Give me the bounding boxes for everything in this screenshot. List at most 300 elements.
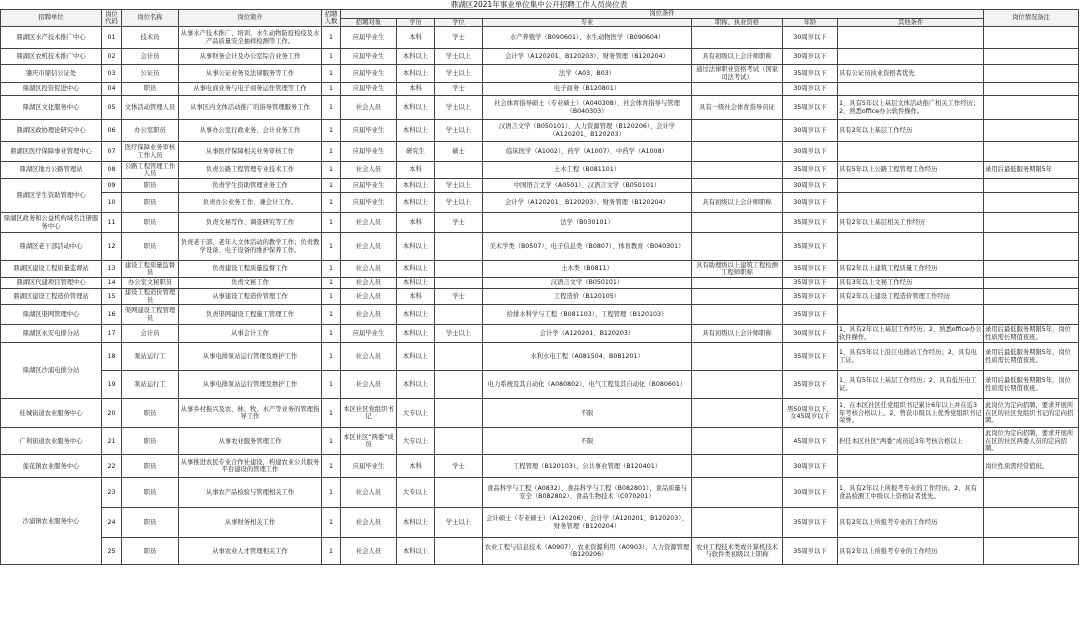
cell-note (984, 478, 1079, 508)
header-intro: 岗位简介 (179, 10, 322, 27)
cell-age: 35周岁以下 (783, 65, 838, 83)
cell-intro: 从事农产品检验与管理相关工作 (179, 478, 322, 508)
table-row (1, 289, 1079, 305)
cell-edu: 本科以上 (397, 49, 435, 65)
cell-post: 职员 (122, 538, 179, 565)
cell-age: 35周岁以下 (783, 261, 838, 278)
cell-age: 30周岁以下 (783, 179, 838, 193)
cell-degree (435, 162, 483, 179)
header-row-1 (1, 10, 1079, 19)
cell-cert (692, 142, 783, 162)
cell-edu: 大专以上 (397, 399, 435, 428)
cell-intro: 负责学生资助管理业务工作 (179, 179, 322, 193)
cell-unit: 沙浦镇农业服务中心 (1, 478, 102, 565)
cell-target: 应届毕业生 (341, 179, 397, 193)
cell-age: 35周岁以下 (783, 96, 838, 120)
cell-unit: 鼎湖区政务和公益机构域名注册服务中心 (1, 213, 102, 233)
cell-edu: 本科以上 (397, 305, 435, 325)
cell-cert: 具有初级以上会计师职称 (692, 325, 783, 343)
cell-post: 技术员 (122, 27, 179, 49)
cell-code: 14 (102, 278, 122, 289)
cell-major: 不限 (483, 428, 692, 455)
table-row (1, 193, 1079, 213)
cell-edu: 大专以上 (397, 478, 435, 508)
header-post: 岗位名称 (122, 10, 179, 27)
cell-post: 职员 (122, 455, 179, 478)
cell-note (984, 278, 1079, 289)
cell-count: 1 (322, 162, 341, 179)
cell-target: 社会人员 (341, 233, 397, 261)
cell-age: 30周岁以下 (783, 193, 838, 213)
cell-cert (692, 343, 783, 371)
cell-degree (435, 399, 483, 428)
cell-degree: 学士 (435, 289, 483, 305)
cell-target: 应届毕业生 (341, 325, 397, 343)
cell-intro: 从事推进农民专业合作社建设，构建农业公共服务平台建设的管理工作 (179, 455, 322, 478)
cell-edu: 本科 (397, 289, 435, 305)
cell-degree: 学士 (435, 455, 483, 478)
recruitment-table (0, 9, 1079, 565)
cell-count: 1 (322, 213, 341, 233)
cell-degree: 学士以上 (435, 193, 483, 213)
cell-edu: 本科 (397, 83, 435, 96)
cell-major: 土木工程（B081101） (483, 162, 692, 179)
cell-code: 25 (102, 538, 122, 565)
cell-intro: 从事财务会计及办公室综合业务工作 (179, 49, 322, 65)
cell-unit: 鼎湖区永安电排分站 (1, 325, 102, 343)
cell-post: 职员 (122, 428, 179, 455)
cell-degree: 学士以上 (435, 96, 483, 120)
table-row (1, 233, 1079, 261)
cell-note (984, 233, 1079, 261)
cell-code: 03 (102, 65, 122, 83)
cell-major: 给排水科学与工程（B081103）、工程管理（B120103） (483, 305, 692, 325)
cell-target: 社会人员 (341, 305, 397, 325)
cell-unit: 肇庆市鼎信公证处 (1, 65, 102, 83)
cell-post: 医疗保障业务审核工作人员 (122, 142, 179, 162)
cell-cert (692, 120, 783, 142)
header-age: 年龄 (783, 18, 838, 27)
cell-degree (435, 233, 483, 261)
cell-other: 具有公证员执业资格者优先 (838, 65, 984, 83)
cell-cert: 具有一级社会体育指导员证 (692, 96, 783, 120)
cell-intro: 负责文秘写作、调查研究等工作 (179, 213, 322, 233)
cell-edu: 本科 (397, 455, 435, 478)
cell-code: 18 (102, 343, 122, 371)
cell-note (984, 538, 1079, 565)
cell-code: 16 (102, 305, 122, 325)
cell-intro: 从事区内文体活动推广的指导管理服务工作 (179, 96, 322, 120)
cell-post: 公证员 (122, 65, 179, 83)
cell-age: 35周岁以下 (783, 162, 838, 179)
cell-unit: 广利街道农业服务中心 (1, 428, 102, 455)
cell-count: 1 (322, 478, 341, 508)
cell-count: 1 (322, 508, 341, 538)
cell-target: 社会人员 (341, 213, 397, 233)
cell-count: 1 (322, 27, 341, 49)
cell-major: 电力系统及其自动化（A080802）、电气工程及其自动化（B080601） (483, 371, 692, 399)
cell-edu: 本科以上 (397, 371, 435, 399)
cell-edu: 本科 (397, 27, 435, 49)
cell-major: 美术学类（B0507）、电子信息类（B0807）、体育教育（B040301） (483, 233, 692, 261)
cell-edu: 本科以上 (397, 325, 435, 343)
cell-post: 职员 (122, 179, 179, 193)
cell-major: 工程管理（B120103）、公共事业管理（B120401） (483, 455, 692, 478)
cell-major: 社会体育指导硕士（专业硕士）（A040308）、社会体育指导与管理（B040303） (483, 96, 692, 120)
cell-unit: 鼎湖区老干部活动中心 (1, 233, 102, 261)
header-target: 招聘对象 (341, 18, 397, 27)
cell-major: 水产养殖学（B090601）、水生动物医学（B090604） (483, 27, 692, 49)
cell-note: 录用后最低服务期限5年，岗位性质需长期值夜班。 (984, 325, 1079, 343)
cell-code: 07 (102, 142, 122, 162)
cell-degree: 学士 (435, 83, 483, 96)
cell-major: 中国语言文学（A0501）、汉语言文学（B050101） (483, 179, 692, 193)
cell-cert (692, 278, 783, 289)
cell-other: 1、在本区社区任党组织书记累计6年以上并在近3年考核合格以上。2、曾获市级以上优秀党组织书记荣誉。 (838, 399, 984, 428)
cell-unit: 鼎湖区农机技术推广中心 (1, 49, 102, 65)
table-body (1, 27, 1079, 565)
cell-count: 1 (322, 428, 341, 455)
cell-edu: 本科 (397, 162, 435, 179)
cell-degree: 硕士 (435, 142, 483, 162)
cell-degree: 学士 (435, 27, 483, 49)
cell-other (838, 179, 984, 193)
table-row (1, 179, 1079, 193)
cell-code: 20 (102, 399, 122, 428)
cell-post: 会计员 (122, 49, 179, 65)
cell-target: 社会人员 (341, 478, 397, 508)
cell-code: 21 (102, 428, 122, 455)
cell-age: 35周岁以下 (783, 233, 838, 261)
cell-code: 02 (102, 49, 122, 65)
cell-major: 食品科学与工程（A0832）、食品科学与工程（B082801）、食品质量与安全（B082802）、食品生物技术（C070201） (483, 478, 692, 508)
cell-major: 不限 (483, 399, 692, 428)
cell-note (984, 27, 1079, 49)
cell-code: 05 (102, 96, 122, 120)
cell-edu: 本科以上 (397, 233, 435, 261)
cell-unit: 鼎湖区建设工程造价管理站 (1, 289, 102, 305)
cell-count: 1 (322, 538, 341, 565)
cell-target: 社会人员 (341, 162, 397, 179)
table-row (1, 27, 1079, 49)
cell-major: 法学（A03、B03） (483, 65, 692, 83)
cell-count: 1 (322, 193, 341, 213)
cell-major: 水利水电工程（A081504、B081201） (483, 343, 692, 371)
cell-other: 具有2年以上所报考专业的工作经历 (838, 508, 984, 538)
cell-major: 法学（B030101） (483, 213, 692, 233)
cell-unit: 鼎湖区水产技术推广中心 (1, 27, 102, 49)
cell-age: 35周岁以下 (783, 289, 838, 305)
cell-count: 1 (322, 343, 341, 371)
cell-count: 1 (322, 179, 341, 193)
cell-major: 会计学（A120201、B120203）、财务管理（B120204） (483, 49, 692, 65)
cell-note (984, 261, 1079, 278)
cell-cert: 农业工程技术类或计算机技术与软件类初级以上职称 (692, 538, 783, 565)
cell-target: 应届毕业生 (341, 49, 397, 65)
cell-post: 会计员 (122, 325, 179, 343)
table-row (1, 343, 1079, 371)
cell-post: 职员 (122, 399, 179, 428)
cell-code: 04 (102, 83, 122, 96)
table-row (1, 455, 1079, 478)
cell-cert: 通过法律职业资格考试（国家司法考试） (692, 65, 783, 83)
cell-intro: 从事农业服务管理工作 (179, 428, 322, 455)
cell-age: 30周岁以下 (783, 49, 838, 65)
cell-edu: 本科以上 (397, 508, 435, 538)
cell-degree (435, 278, 483, 289)
header-major: 专业 (483, 18, 692, 27)
cell-target: 社会人员 (341, 96, 397, 120)
cell-note: 录用后最低服务期限5年，岗位性质需长期值夜班。 (984, 343, 1079, 371)
header-other: 其他条件 (838, 18, 984, 27)
cell-code: 12 (102, 233, 122, 261)
table-row (1, 305, 1079, 325)
header-unit: 招聘单位 (1, 10, 102, 27)
cell-note: 此岗位为定向招聘，要求开展所在区的社区两委人员的定向招聘。 (984, 428, 1079, 455)
cell-intro: 负责办公业务工作、兼会计工作。 (179, 193, 322, 213)
cell-note (984, 142, 1079, 162)
header-edu: 学历 (397, 18, 435, 27)
cell-post: 办公室文秘职员 (122, 278, 179, 289)
table-row (1, 49, 1079, 65)
header-cert: 职称、执业资格 (692, 18, 783, 27)
cell-cert (692, 508, 783, 538)
cell-age: 30周岁以下 (783, 478, 838, 508)
cell-unit: 桂城街道农业服务中心 (1, 399, 102, 428)
cell-count: 1 (322, 83, 341, 96)
cell-age: 35周岁以下 (783, 343, 838, 371)
cell-target: 本区社区“两委”成员 (341, 428, 397, 455)
cell-edu: 本科以上 (397, 343, 435, 371)
cell-post: 办公室职员 (122, 120, 179, 142)
cell-code: 09 (102, 179, 122, 193)
cell-degree: 学士以上 (435, 120, 483, 142)
cell-target: 应届毕业生 (341, 27, 397, 49)
cell-post: 职员 (122, 193, 179, 213)
cell-note (984, 179, 1079, 193)
table-row (1, 371, 1079, 399)
cell-intro: 负责文秘工作 (179, 278, 322, 289)
cell-target: 应届毕业生 (341, 142, 397, 162)
cell-target: 应届毕业生 (341, 455, 397, 478)
cell-code: 13 (102, 261, 122, 278)
cell-note (984, 213, 1079, 233)
cell-note (984, 305, 1079, 325)
header-count: 招聘人数 (322, 10, 341, 27)
cell-unit: 鼎湖区学生资助管理中心 (1, 179, 102, 213)
cell-cert: 具有初级以上会计师职称 (692, 193, 783, 213)
cell-code: 11 (102, 213, 122, 233)
cell-unit: 鼎湖区渠网管理中心 (1, 305, 102, 325)
cell-count: 1 (322, 289, 341, 305)
cell-age: 30周岁以下 (783, 325, 838, 343)
cell-code: 22 (102, 455, 122, 478)
cell-count: 1 (322, 305, 341, 325)
cell-post: 建设工程质量监督员 (122, 261, 179, 278)
cell-other: 具有2年以上建设工程造价管理工作经历 (838, 289, 984, 305)
header-note: 岗位情况备注 (984, 10, 1079, 27)
cell-cert (692, 289, 783, 305)
table-row (1, 65, 1079, 83)
cell-edu: 本科以上 (397, 96, 435, 120)
cell-intro: 从事会计工作 (179, 325, 322, 343)
cell-post: 职员 (122, 508, 179, 538)
table-row (1, 399, 1079, 428)
cell-age: 男50周岁以下，女45周岁以下 (783, 399, 838, 428)
cell-edu: 本科以上 (397, 538, 435, 565)
cell-degree: 学士以上 (435, 65, 483, 83)
cell-count: 1 (322, 399, 341, 428)
cell-target: 社会人员 (341, 289, 397, 305)
cell-code: 08 (102, 162, 122, 179)
cell-note (984, 120, 1079, 142)
cell-edu: 大专以上 (397, 428, 435, 455)
cell-count: 1 (322, 455, 341, 478)
cell-code: 06 (102, 120, 122, 142)
table-row (1, 478, 1079, 508)
cell-intro: 从事财务相关工作 (179, 508, 322, 538)
cell-target: 本区社区党组织书记 (341, 399, 397, 428)
cell-intro: 从事农业人才管理相关工作 (179, 538, 322, 565)
cell-degree: 学士以上 (435, 508, 483, 538)
cell-count: 1 (322, 120, 341, 142)
table-row (1, 162, 1079, 179)
cell-edu: 本科以上 (397, 65, 435, 83)
cell-age: 35周岁以下 (783, 508, 838, 538)
cell-unit: 莲花镇农业服务中心 (1, 455, 102, 478)
cell-degree (435, 478, 483, 508)
cell-intro: 从事电排泵站运行管理及维护工作 (179, 371, 322, 399)
cell-target: 社会人员 (341, 261, 397, 278)
cell-other: 具有2年以上基层相关工作经历 (838, 213, 984, 233)
cell-other: 1、具有2年以上基层工作经历；2、熟悉office办公软件操作。 (839, 326, 982, 341)
header-conditions: 岗位条件 (341, 10, 984, 19)
cell-cert (692, 305, 783, 325)
cell-age: 45周岁以下 (783, 428, 838, 455)
cell-count: 1 (322, 49, 341, 65)
cell-intro: 负责公路工程管理专业技术工作 (179, 162, 322, 179)
cell-degree: 学士 (435, 213, 483, 233)
cell-degree (435, 371, 483, 399)
cell-unit: 鼎湖区建设工程质量监督站 (1, 261, 102, 278)
cell-post: 公路工程管理工作人员 (122, 162, 179, 179)
cell-other (838, 142, 984, 162)
cell-degree: 学士以上 (435, 325, 483, 343)
cell-other (838, 27, 984, 49)
table-row (1, 83, 1079, 96)
cell-count: 1 (322, 261, 341, 278)
cell-count: 1 (322, 142, 341, 162)
cell-edu: 本科以上 (397, 193, 435, 213)
cell-major: 会计学（A120201、B120203） (483, 325, 692, 343)
cell-code: 24 (102, 508, 122, 538)
table-row (1, 120, 1079, 142)
cell-major: 电子商务（B120801） (483, 83, 692, 96)
cell-age: 35周岁以下 (783, 371, 838, 399)
cell-note: 此岗位为定向招聘，要求开展所在区的社区党组织书记的定向招聘。 (984, 399, 1079, 428)
cell-cert (692, 213, 783, 233)
cell-edu: 本科以上 (397, 261, 435, 278)
cell-note (984, 49, 1079, 65)
cell-intro: 从事办公室行政业务、会计业务工作 (179, 120, 322, 142)
cell-code: 01 (102, 27, 122, 49)
cell-cert (692, 399, 783, 428)
cell-major: 工程造价（B120105） (483, 289, 692, 305)
cell-other: 担任本区社区“两委”成员近3年考核合格以上 (838, 428, 984, 455)
cell-other: 具有3年以上文秘工作经历 (838, 278, 984, 289)
cell-other (838, 233, 984, 261)
cell-intro: 从事水产技术推广、培训、水生动物防疫检疫及水产品质量安全抽样检测等工作。 (179, 27, 322, 49)
cell-unit: 鼎湖区投资促进中心 (1, 83, 102, 96)
cell-intro: 从事电排泵站运行管理及维护工作 (179, 343, 322, 371)
cell-target: 社会人员 (341, 343, 397, 371)
cell-other: 具有2年以上基层工作经历 (838, 120, 984, 142)
cell-major: 汉语言文学（B050101）、人力资源管理（B120206）、会计学（A120201、B120203） (483, 120, 692, 142)
cell-cert (692, 27, 783, 49)
cell-note (984, 83, 1079, 96)
cell-post: 泵站运行工 (122, 343, 179, 371)
cell-count: 1 (322, 278, 341, 289)
cell-unit: 鼎湖区代建项目管理中心 (1, 278, 102, 289)
table-row (1, 96, 1079, 120)
cell-intro: 从事公证业务及法律服务等工作 (179, 65, 322, 83)
cell-other (838, 49, 984, 65)
cell-other: 具有2年以上建筑工程质量工作经历 (838, 261, 984, 278)
cell-intro: 负责老干部、老年人文体活动的教学工作；负责教学设备、电子设备的维护保养工作。 (179, 233, 322, 261)
table-row (1, 261, 1079, 278)
cell-degree (435, 538, 483, 565)
cell-cert (692, 162, 783, 179)
cell-post: 渠网建设工程管理员 (122, 305, 179, 325)
cell-post: 职员 (122, 478, 179, 508)
cell-note (984, 508, 1079, 538)
cell-major: 汉语言文学（B050101） (483, 278, 692, 289)
table-row (1, 142, 1079, 162)
cell-intro: 从事电商业务与电子商务运作管理等工作 (179, 83, 322, 96)
cell-degree: 学士以上 (435, 49, 483, 65)
cell-cert (692, 478, 783, 508)
page-title: 鼎湖区2021年事业单位集中公开招聘工作人员岗位表 (450, 0, 628, 9)
cell-major: 会计硕士（专业硕士）（A120206）、会计学（A120201、B120203）、财务管理（B120204） (483, 508, 692, 538)
cell-other: 具有5年以上公路工程管理工作经历 (838, 162, 984, 179)
cell-cert: 具有初级以上会计师职称 (692, 49, 783, 65)
cell-count: 1 (322, 233, 341, 261)
cell-post: 职员 (122, 83, 179, 96)
cell-cert (692, 83, 783, 96)
cell-other: 具有2年以上所报考专业的工作经历 (838, 538, 984, 565)
cell-age: 30周岁以下 (783, 142, 838, 162)
cell-degree: 学士以上 (435, 179, 483, 193)
cell-intro: 负责建设工程质量监督工作 (179, 261, 322, 278)
cell-degree (435, 305, 483, 325)
cell-edu: 本科以上 (397, 278, 435, 289)
cell-major: 临床医学（A1002）、药学（A1007）、中药学（A1008） (483, 142, 692, 162)
cell-note: 录用后最低服务期限5年 (984, 162, 1079, 179)
cell-post: 泵站运行工 (122, 371, 179, 399)
cell-cert (692, 455, 783, 478)
cell-major: 会计学（A120201、B120203）、财务管理（B120204） (483, 193, 692, 213)
table-row (1, 508, 1079, 538)
cell-other: 1、具有5年以上沿江电排站工作经历；2、具有电工证。 (838, 343, 984, 371)
cell-note: 录用后最低服务期限5年，岗位性质需长期值夜班。 (984, 371, 1079, 399)
cell-age: 30周岁以下 (783, 83, 838, 96)
cell-note (984, 65, 1079, 83)
cell-unit: 鼎湖区地方公路管理站 (1, 162, 102, 179)
cell-target: 应届毕业生 (341, 120, 397, 142)
cell-major: 土木类（B0811） (483, 261, 692, 278)
cell-unit: 鼎湖区文化服务中心 (1, 96, 102, 120)
cell-count: 1 (322, 325, 341, 343)
